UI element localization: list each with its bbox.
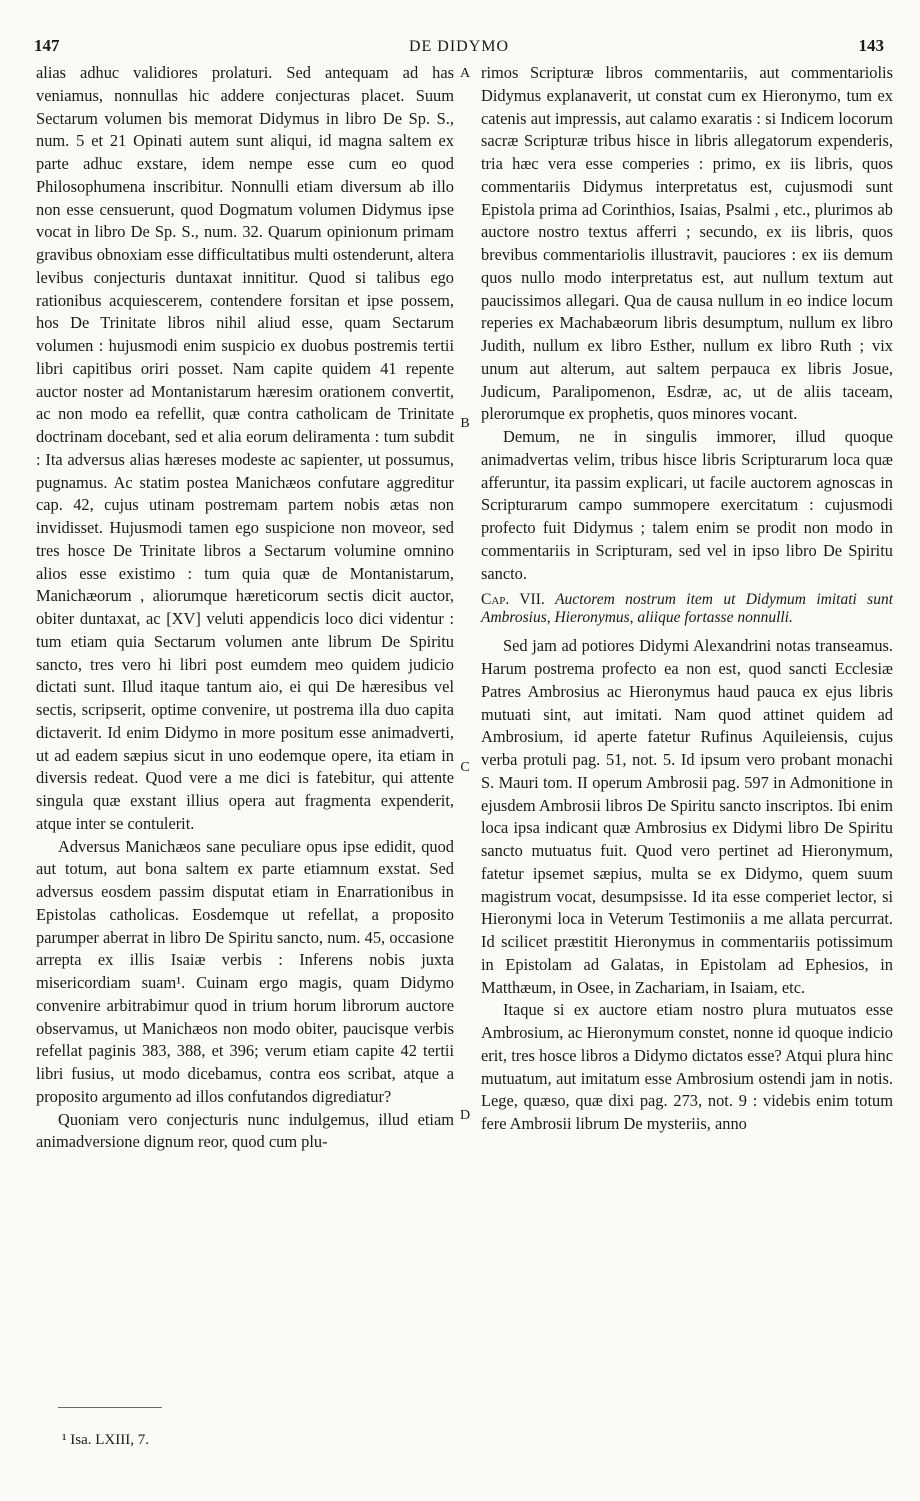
footnote-rule <box>58 1407 162 1408</box>
right-paragraph-2: Demum, ne in singulis immorer, illud quoque animadvertas velim, tribus hisce libris Scripturarum loca quæ afferuntur, ita passim explicari, ut facile auctorem agnoscas in Scripturarum campo summopere exercitatum : cujusmodi profecto fuit Didymus ; talem enim se prodit non modo in commentariis in Scripturam, sed vel in ipso libro De Spiritu sancto. <box>481 427 893 583</box>
page-number-right: 143 <box>858 36 884 55</box>
margin-letter-b: B <box>460 416 470 431</box>
right-column <box>481 62 893 1136</box>
page-number-left: 147 <box>34 36 60 55</box>
left-column <box>36 62 454 1154</box>
chapter-heading <box>481 591 893 627</box>
right-paragraph-3: Sed jam ad potiores Didymi Alexandrini notas transeamus. Harum postrema profecto ea non est, quod sancti Ecclesiæ Patres Ambrosius ac Hieronymus haud pauca ex ejus libris mutuati sint, aut imitati. Nam quod attinet quidem ad Ambrosium, id aperte fatetur Rufinus Aquileiensis, cujus verba protuli pag. 51, not. 5. Id ipsum vero probant monachi S. Mauri tom. II operum Ambrosii pag. 597 in Admonitione in ejusdem Ambrosii libros De Spiritu sancto inscriptos. Ibi enim loca ipsa indicant quæ Ambrosius ex Didymi libro De Spiritu sancto mutuatus fuit. Quod vero pertinet ad Hieronymum, fatetur ipsemet sæpius, multa se ex Didymo, quem suum magistrum vocat, desumpsisse. Id ita esse comperiet lector, si Hieronymi loca in Veterum Testimoniis a me allata percurrat. Id scilicet præstitit Hieronymus in commentariis potissimum in Epistolam ad Galatas, in Epistolam ad Ephesios, in Matthæum, in Osee, in Zachariam, in Isaiam, etc. <box>481 636 893 997</box>
right-paragraph-4: Itaque si ex auctore etiam nostro plura mutuatos esse Ambrosium, ac Hieronymum constet, nonne id quoque indicio erit, tres hosce libros a Didymo dictatos esse? Atqui plura hinc mutuatum, aut imitatum esse Ambrosium ostendi jam in notis. Lege, quæso, quæ dixi pag. 273, not. 9 : videbis enim totum fere Ambrosii librum De mysteriis, anno <box>481 1000 893 1133</box>
right-paragraph-1: rimos Scripturæ libros commentariis, aut commentariolis Didymus explanaverit, ut constat cum ex Hieronymo, tum ex catenis aut impressis, aut calamo exaratis : si Indicem locorum sacræ Scripturæ tribus hisce in libris allegatorum expenderis, tria hæc vera esse comperies : primo, ex iis libris, quos commentariis Didymus interpretatus est, cujusmodi sunt Epistola prima ad Corinthios, Isaias, Psalmi , etc., plurimos ab auctore nostro textus afferri ; secundo, ex iis libris, quos brevibus commentariolis illustravit, pauciores : ex iis demum quos nullo modo interpretatus est, aut nullum textum aut paucissimos allegari. Qua de causa nullum in eo indice locum reperies ex Machabæorum libris desumptum, nullum ex libro Judith, nullum ex libro Esther, nullum ex libro Ruth ; vix unum aut alterum, aut saltem perpauca ex libris Josue, Judicum, Paralipomenon, Esdræ, ac, ut de aliis taceam, plerorumque ex prophetis, quos minores vocant. <box>481 63 893 424</box>
margin-letter-c: C <box>460 760 470 775</box>
left-paragraph-2: Adversus Manichæos sane peculiare opus ipse edidit, quod aut totum, aut bona saltem ex parte etiamnum exstat. Sed adversus eosdem passim disputat etiam in Enarrationibus in Epistolas catholicas. Eosdemque ut refellat, a proposito parumper aberrat in libro De Spiritu sancto, num. 45, occasione arrepta ex illis Isaiæ verbis : Inferens nobis juxta misericordiam suam¹. Cuinam ergo magis, quam Didymo convenire arbitrabimur quod in trium horum librorum auctore observamus, ut Manichæos non modo obiter, paucisque verbis refellat paginis 383, 388, et 396; verum etiam capite 42 tertii libri fusius, ut modo dicebamus, contra eos scribat, atque a proposito argumento ad illos confutandos digrediatur? <box>36 836 454 1106</box>
left-paragraph-1: alias adhuc validiores prolaturi. Sed antequam ad has veniamus, nonnullas hic addere conjecturas placet. Suum Sectarum volumen bis memorat Didymus in libro De Sp. S., num. 5 et 21 Opinati autem sunt aliqui, id magna saltem ex parte adhuc exstare, idem nempe esse cum eo quod Philosophumena inscribitur. Nonnulli etiam diversum ab illo non esse censuerunt, quod Dogmatum volumen Didymus ipse vocat in libro De Sp. S., num. 32. Quarum opinionum primam gravibus obnoxiam esse difficultatibus multi ostenderunt, altera levibus conjecturis duntaxat innititur. Quod si talibus ego rationibus acquiescerem, contenderе forsitan et ipse possem, hos De Trinitate libros nihil aliud esse, quam Sectarum volumen : hujusmodi enim suspicio ex duobus postremis tertii libri capitibus oriri posset. Nam capite quidem 41 repente auctor noster ad Montanistarum hæresim orationem convertit, ac non modo ea refellit, quæ contra catholicam de Trinitate doctrinam docebant, sed et alia eorum deliramenta : tum subdit : Ita adversus alias hæreses modeste ac sapienter, ut possumus, pugnamus. Ac statim postea Manichæos confutare aggreditur cap. 42, cujus utinam postremam partem nobis ætas non invidisset. Hujusmodi tamen ego suspicione non moveor, sed tres hosce De Trinitate libros a Sectarum volumine omnino alios esse existimo : tum quia quæ de Montanistarum, Manichæorum , aliorumque hæreticorum sectis dicit auctor, obiter duntaxat, ac [XV] veluti appendicis loco dici videntur : tum etiam quia Sectarum volumen ante librum De Spiritu sancto, tres vero hi libri post eumdem meo quidem judicio dictati sunt. Illud itaque tantum aio, ei qui De hæresibus vel sectis, scripserit, optime convenire, ut postrema illa duo capita dictaverit. Id enim Didymo in more positum esse animadverti, ut ad eadem sæpius sicut in uno eodemque opere, ita etiam in diversis redeat. Quod vere a me dici is fatebitur, qui attente singula quæ exstant illius opera aut fragmenta expenderit, atque inter se contulerit. <box>36 63 454 833</box>
chapter-summary: Auctorem nostrum item ut Didymum imitati sunt Ambrosius, Hieronymus, aliique fortasse nonnulli. <box>481 591 894 627</box>
chapter-label: Cap. VII. <box>481 591 545 609</box>
running-header <box>34 36 884 58</box>
footnote: ¹ Isa. LXIII, 7. <box>62 1432 149 1448</box>
margin-letter-d: D <box>459 1108 471 1123</box>
left-paragraph-3: Quoniam vero conjecturis nunc indulgemus, illud etiam animadversione dignum reor, quod cum plu- <box>36 1109 454 1152</box>
running-title: DE DIDYMO <box>408 38 510 55</box>
margin-letter-a: A <box>459 66 471 81</box>
